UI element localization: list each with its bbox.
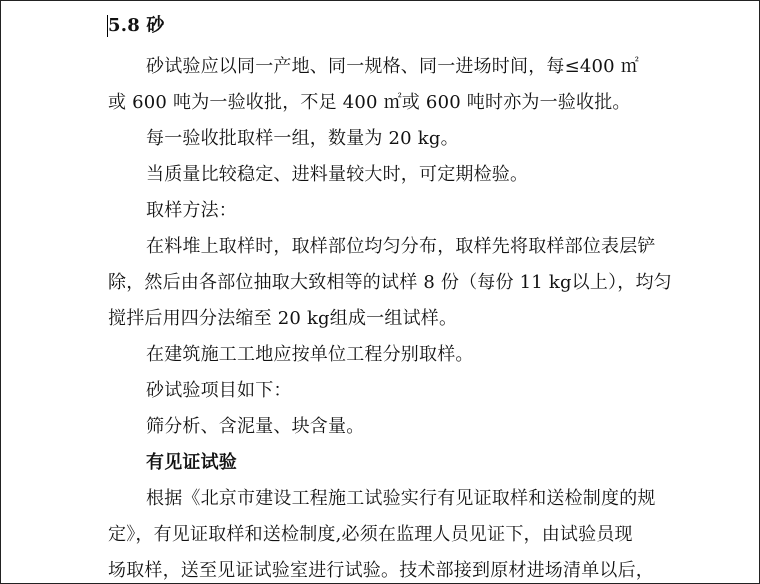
paragraph-line: 定》，有见证取样和送检制度,必须在监理人员见证下，由试验员现 (108, 524, 633, 545)
paragraph-line: 或 600 吨为一验收批，不足 400 ㎡或 600 吨时亦为一验收批。 (108, 92, 631, 113)
paragraph-line: 场取样，送至见证试验室进行试验。技术部接到原材进场清单以后， (108, 560, 654, 581)
paragraph-line: 根据《北京市建设工程施工试验实行有见证取样和送检制度的规 (146, 488, 656, 509)
paragraph-line: 每一验收批取样一组，数量为 20 kg。 (146, 128, 459, 149)
paragraph-line: 在料堆上取样时，取样部位均匀分布，取样先将取样部位表层铲 (146, 236, 656, 257)
paragraph-line: 在建筑施工工地应按单位工程分别取样。 (146, 344, 474, 365)
paragraph-line: 筛分析、含泥量、块含量。 (146, 416, 365, 437)
paragraph-line: 取样方法： (146, 200, 237, 221)
section-heading: 5.8 砂 (108, 15, 165, 36)
paragraph-line: 砂试验项目如下： (146, 380, 292, 401)
paragraph-line: 除，然后由各部位抽取大致相等的试样 8 份（每份 11 kg以上），均匀 (108, 272, 672, 293)
paragraph-line: 当质量比较稳定、进料量较大时，可定期检验。 (146, 164, 529, 185)
subheading: 有见证试验 (146, 452, 237, 473)
paragraph-line: 搅拌后用四分法缩至 20 kg组成一组试样。 (108, 308, 458, 329)
paragraph-line: 砂试验应以同一产地、同一规格、同一进场时间，每≤400 ㎡ (146, 56, 639, 77)
